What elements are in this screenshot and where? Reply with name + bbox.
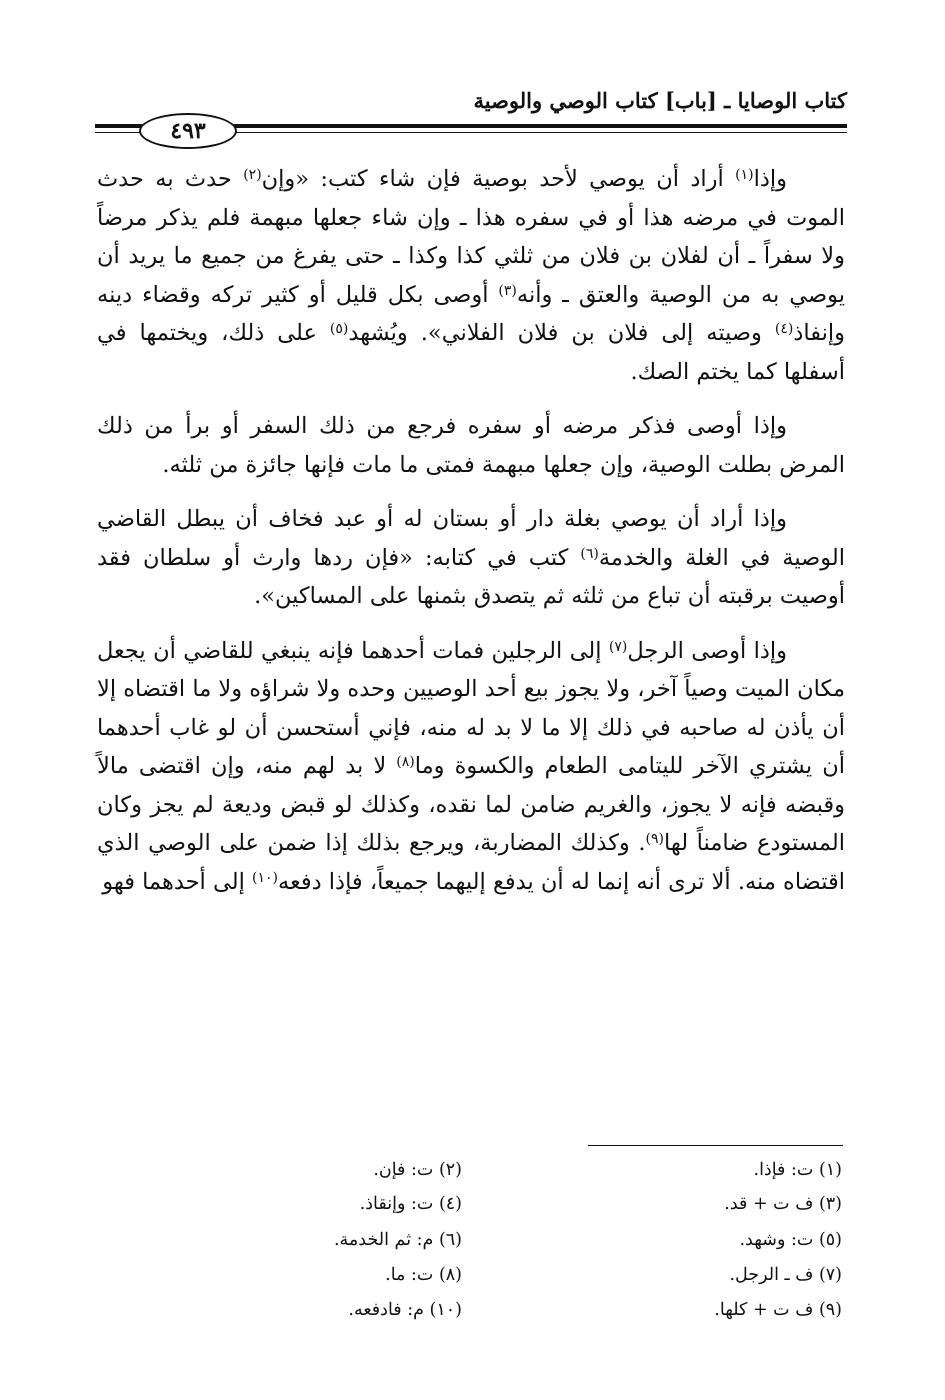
footnote-marker: (٨) [396,754,415,770]
running-title: كتاب الوصايا ـ [باب] كتاب الوصي والوصية [473,88,847,113]
footnote-marker: (٣) [498,282,517,299]
footnote-marker: (٧) [608,638,628,655]
footnote-marker: (٩) [645,831,664,847]
page-header [95,88,847,148]
footnote-item: (٧) ف ـ الرجل. [729,1265,842,1285]
footnote-marker: (١٠) [251,869,278,886]
footnote-item: (٢) ت: فإن. [373,1160,462,1180]
footnote-marker: (٥) [329,321,349,337]
page-number-badge: ٤٩٣ [139,113,237,149]
main-text [97,160,845,917]
paragraph: وإذا أوصى فذكر مرضه أو سفره فرجع من ذلك السفر أو برأ من ذلك المرض بطلت الوصية، وإن جعلها مبهمة فمتى ما مات فإنها جائزة من ثلثه. [97,413,845,478]
footnote-item: (٣) ف ت + قد. [724,1194,842,1214]
footnote-marker: (٤) [774,321,794,337]
footnote-item: (٤) ت: وإنقاذ. [359,1194,462,1214]
footnote-item: (٨) ت: ما. [385,1265,462,1285]
footnote-item: (١٠) م: فادفعه. [348,1300,462,1320]
footnote-item: (٥) ت: وشهد. [739,1230,842,1250]
footnote-marker: (١) [735,167,754,183]
footnote-marker: (٢) [243,167,262,183]
footnote-separator [588,1145,843,1146]
footnotes [170,1160,842,1330]
footnote-item: (١) ت: فإذا. [753,1160,842,1180]
footnote-marker: (٦) [580,545,599,562]
paragraph: وإذا$^{(١)}$ أراد أن يوصي لأحد بوصية فإن شاء كتب: «وإن$^{(٢)}$ حدث به حدث الموت في مرضه هذا أو في سفره هذا ـ وإن شاء جعلها مبهمة فلم يذكر مرضاً ولا سفراً ـ أن لفلان بن فلان من ثلثي كذا وكذا ـ حتى يفرغ من جميع ما يريد أن يوصي به من الوصية والعتق ـ وأنه$^{(٣)}$ أوصى بكل قليل أو كثير تركه وقضاء دينه وإنفاذ$^{(٤)}$ وصيته إلى فلان بن فلان الفلاني». ويُشهد$^{(٥)}$ على ذلك، ويختمها في أسفلها كما يختم الصك. [97,166,845,385]
footnote-item: (٩) ف ت + كلها. [714,1300,842,1320]
paragraph: وإذا أوصى الرجل$^{(٧)}$ إلى الرجلين فمات أحدهما فإنه ينبغي للقاضي أن يجعل مكان الميت وصياً آخر، ولا يجوز بيع أحد الوصيين وحده ولا شراؤه ولا ما اقتضاه إلا أن يأذن له صاحبه في ذلك إلا ما لا بد له منه، فإني أستحسن أن لو غاب أحدهما أن يشتري الآخر لليتامى الطعام والكسوة وما$^{(٨)}$ لا بد لهم منه، وإن اقتضى مالاً وقبضه فإنه لا يجوز، والغريم ضامن لما نقده، وكذلك لو قبض وديعة لم يجز وكان المستودع ضامناً لها$^{(٩)}$. وكذلك المضاربة، ويرجع بذلك إذا ضمن على الوصي الذي اقتضاه منه. ألا ترى أنه إنما له أن يدفع إليهما جميعاً، فإذا دفعه$^{(١٠)}$ إلى أحدهما فهو [97,637,845,895]
paragraph: وإذا أراد أن يوصي بغلة دار أو بستان له أو عبد فخاف أن يبطل القاضي الوصية في الغلة والخدمة$^{(٦)}$ كتب في كتابه: «فإن ردها وارث أو سلطان فقد أوصيت برقبته أن تباع من ثلثه ثم يتصدق بثمنها على المساكين». [97,506,845,609]
footnote-item: (٦) م: ثم الخدمة. [333,1230,462,1250]
